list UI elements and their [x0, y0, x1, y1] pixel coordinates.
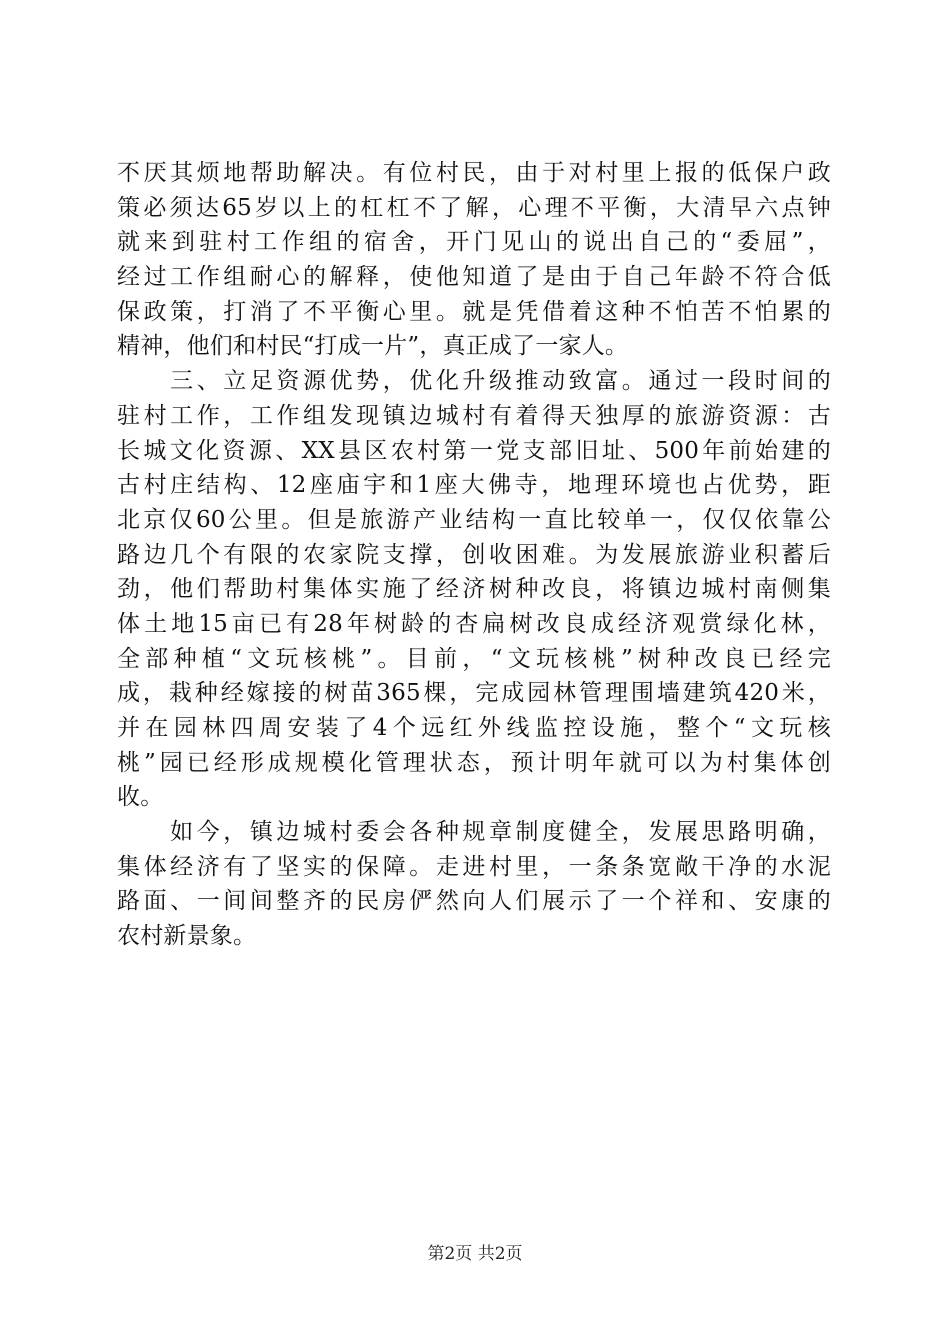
text-line: 并在园林四周安装了4个远红外线监控设施，整个“文玩核 — [117, 715, 831, 741]
text-line: 就来到驻村工作组的宿舍，开门见山的说出自己的“委屈”， — [117, 229, 831, 256]
text-line: 三、立足资源优势，优化升级推动致富。通过一段时间的 — [117, 368, 831, 395]
text-line: 全部种植“文玩核桃”。目前，“文玩核桃”树种改良已经完 — [117, 645, 831, 672]
text-line: 古村庄结构、12座庙宇和1座大佛寺，地理环境也占优势，距 — [117, 472, 831, 499]
body-text — [117, 156, 831, 954]
text-line: 路边几个有限的农家院支撑，创收困难。为发展旅游业积蓄后 — [117, 541, 831, 568]
text-line: 保政策，打消了不平衡心里。就是凭借着这种不怕苦不怕累的 — [117, 298, 831, 325]
text-line: 桃”园已经形成规模化管理状态，预计明年就可以为村集体创 — [117, 749, 831, 776]
text-line: 农村新景象。 — [117, 923, 257, 950]
page-footer: 第2页 共2页 — [427, 1244, 523, 1264]
text-line: 如今，镇边城村委会各种规章制度健全，发展思路明确， — [117, 819, 831, 846]
text-line: 集体经济有了坚实的保障。走进村里，一条条宽敞干净的水泥 — [117, 853, 831, 880]
text-line: 收。 — [117, 784, 164, 811]
text-line: 不厌其烦地帮助解决。有位村民，由于对村里上报的低保户政 — [117, 160, 831, 186]
text-line: 精神，他们和村民“打成一片”，真正成了一家人。 — [117, 333, 629, 360]
text-line: 长城文化资源、XX县区农村第一党支部旧址、500年前始建的 — [117, 437, 831, 464]
text-line: 劲，他们帮助村集体实施了经济树种改良，将镇边城村南侧集 — [117, 576, 831, 603]
text-line: 体土地15亩已有28年树龄的杏扁树改良成经济观赏绿化林， — [117, 610, 831, 637]
text-line: 驻村工作，工作组发现镇边城村有着得天独厚的旅游资源：古 — [117, 402, 831, 429]
text-line: 路面、一间间整齐的民房俨然向人们展示了一个祥和、安康的 — [117, 888, 831, 915]
text-line: 经过工作组耐心的解释，使他知道了是由于自己年龄不符合低 — [117, 264, 831, 291]
text-line: 北京仅60公里。但是旅游产业结构一直比较单一，仅仅依靠公 — [117, 506, 831, 533]
text-line: 策必须达65岁以上的杠杠不了解，心理不平衡，大清早六点钟 — [117, 194, 831, 221]
text-line: 成，栽种经嫁接的树苗365棵，完成园林管理围墙建筑420米， — [117, 680, 831, 707]
